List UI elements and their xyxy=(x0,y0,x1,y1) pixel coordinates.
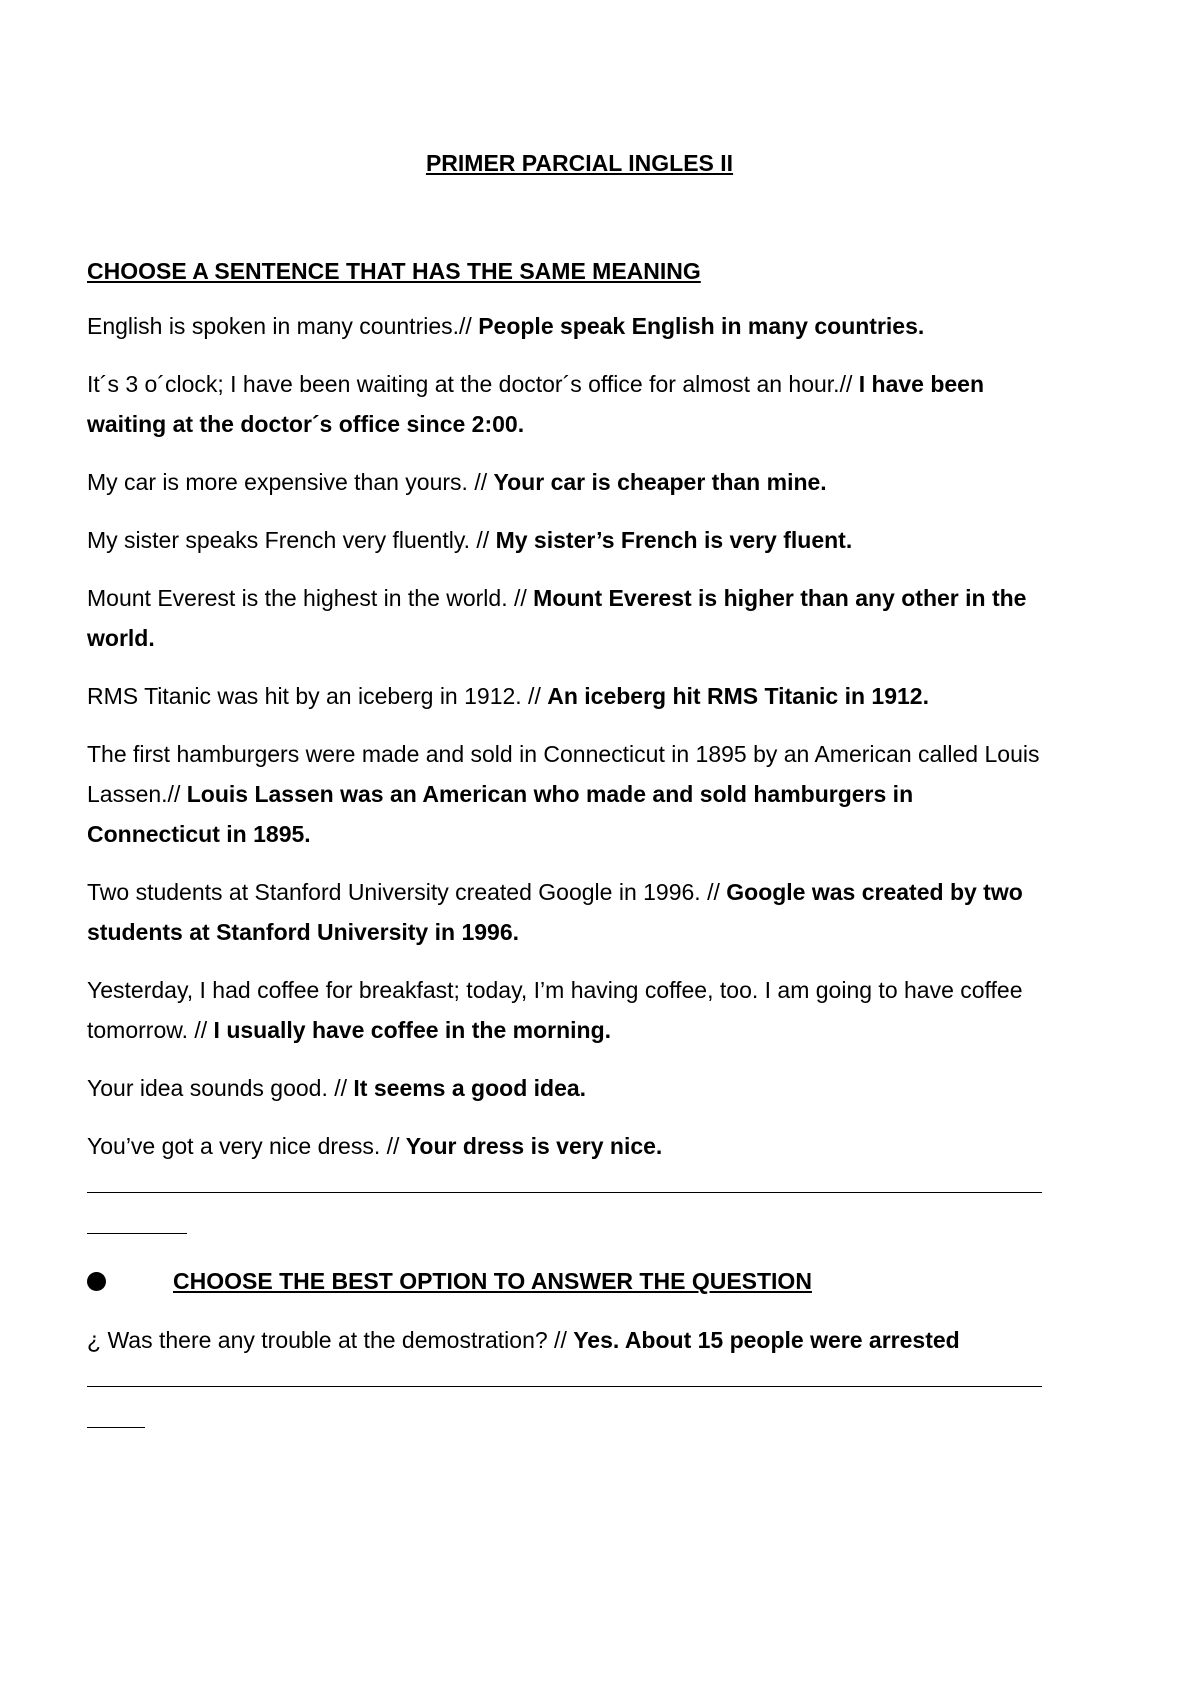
exercise-item xyxy=(87,676,1042,716)
item-answer: Louis Lassen was an American who made and sold hamburgers in Connecticut in 1895. xyxy=(87,781,914,847)
exercise-item xyxy=(87,1068,1042,1108)
item-answer: I usually have coffee in the morning. xyxy=(213,1017,612,1043)
item-prompt: Yesterday, I had coffee for breakfast; today, I’m having coffee, too. I am going to have coffee tomorrow. // xyxy=(87,977,1023,1043)
item-answer: It seems a good idea. xyxy=(353,1075,587,1101)
item-answer: An iceberg hit RMS Titanic in 1912. xyxy=(547,683,929,709)
item-answer: People speak English in many countries. xyxy=(478,313,925,339)
exercise-item xyxy=(87,578,1042,658)
item-answer: Your dress is very nice. xyxy=(405,1133,663,1159)
item-answer: I have been waiting at the doctor´s office since 2:00. xyxy=(87,371,985,437)
separator-rule xyxy=(87,1386,1042,1428)
item-prompt: You’ve got a very nice dress. // xyxy=(87,1133,406,1159)
exercise-item xyxy=(87,970,1042,1050)
item-prompt: ¿ Was there any trouble at the demostration? // xyxy=(87,1327,574,1353)
section-heading-text: CHOOSE THE BEST OPTION TO ANSWER THE QUESTION xyxy=(173,1268,812,1294)
separator-line-short xyxy=(87,1427,145,1428)
exercise-item xyxy=(87,734,1042,854)
item-answer: Mount Everest is higher than any other in the world. xyxy=(87,585,1027,651)
item-prompt: RMS Titanic was hit by an iceberg in 1912. // xyxy=(87,683,548,709)
item-prompt: Two students at Stanford University created Google in 1996. // xyxy=(87,879,727,905)
exercise-item xyxy=(87,306,1042,346)
separator-line xyxy=(87,1386,1042,1387)
exercise-item xyxy=(87,462,1042,502)
item-prompt: Your idea sounds good. // xyxy=(87,1075,354,1101)
item-prompt: Mount Everest is the highest in the world. // xyxy=(87,585,534,611)
exercise-item xyxy=(87,1320,1042,1360)
bullet-icon xyxy=(87,1272,106,1291)
exercise-item xyxy=(87,520,1042,560)
item-prompt: My car is more expensive than yours. // xyxy=(87,469,494,495)
item-prompt: My sister speaks French very fluently. // xyxy=(87,527,496,553)
item-answer: Google was created by two students at Stanford University in 1996. xyxy=(87,879,1023,945)
item-prompt: English is spoken in many countries.// xyxy=(87,313,479,339)
item-answer: Your car is cheaper than mine. xyxy=(493,469,827,495)
separator-line-short xyxy=(87,1233,187,1234)
item-prompt: The first hamburgers were made and sold in Connecticut in 1895 by an American called Louis Lassen.// xyxy=(87,741,1040,807)
exercise-item xyxy=(87,1126,1042,1166)
section-heading-best-option xyxy=(87,1264,1042,1298)
document-content xyxy=(87,146,1042,1428)
item-prompt: It´s 3 o´clock; I have been waiting at the doctor´s office for almost an hour.// xyxy=(87,371,859,397)
separator-rule xyxy=(87,1192,1042,1234)
item-answer: Yes. About 15 people were arrested xyxy=(573,1327,960,1353)
section-heading-same-meaning: CHOOSE A SENTENCE THAT HAS THE SAME MEANING xyxy=(87,258,701,284)
document-title: PRIMER PARCIAL INGLES II xyxy=(425,150,734,176)
exercise-item xyxy=(87,872,1042,952)
exercise-item xyxy=(87,364,1042,444)
separator-line xyxy=(87,1192,1042,1193)
item-answer: My sister’s French is very fluent. xyxy=(495,527,853,553)
